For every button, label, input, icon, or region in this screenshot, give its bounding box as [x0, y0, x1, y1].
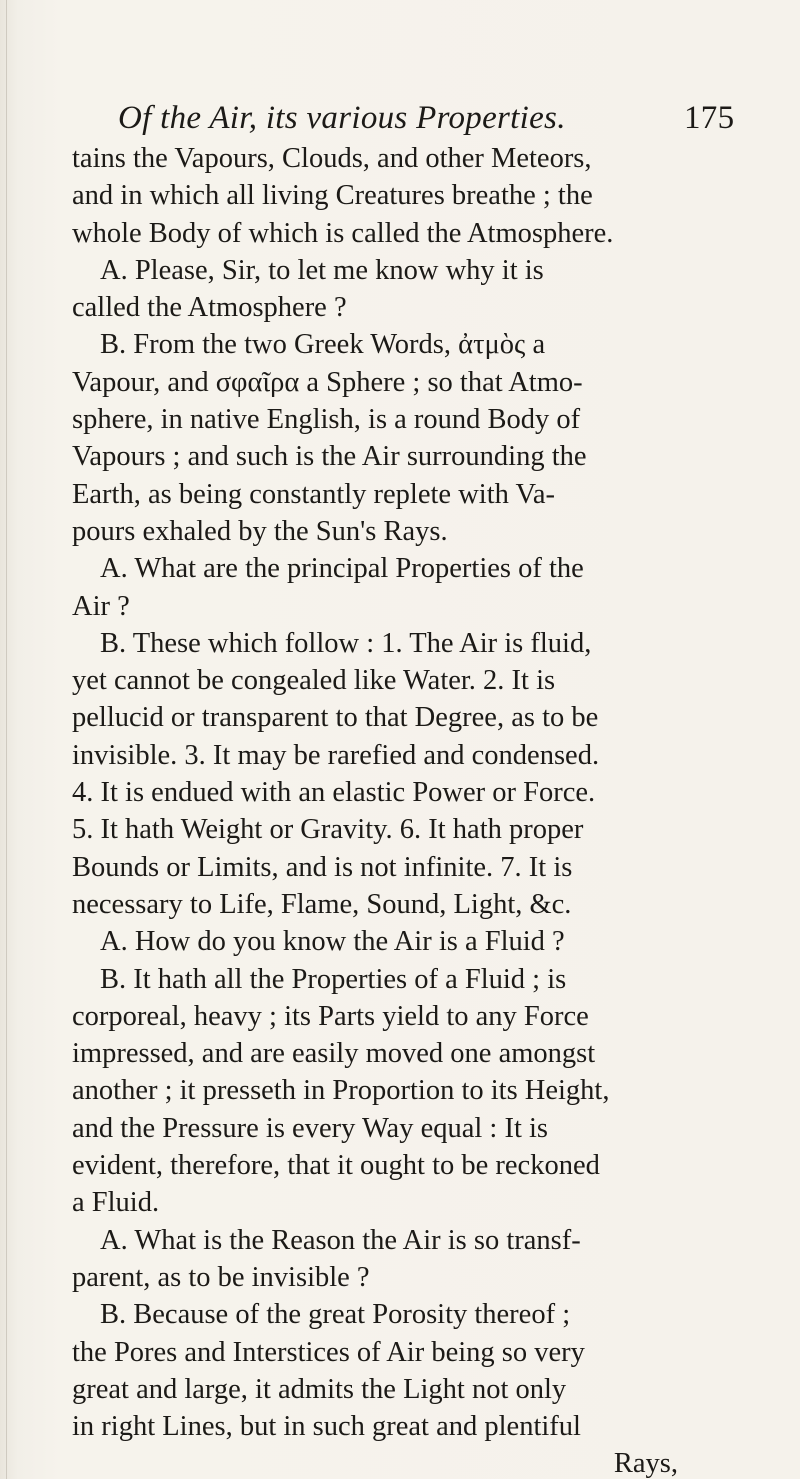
text-line: the Pores and Interstices of Air being so very: [72, 1336, 585, 1368]
text-line: yet cannot be congealed like Water. 2. It is: [72, 665, 556, 697]
text-line: and the Pressure is every Way equal : It is: [72, 1112, 549, 1144]
text-line: called the Atmosphere ?: [72, 292, 347, 324]
text-line: Vapours ; and such is the Air surrounding the: [72, 441, 587, 473]
text-line: evident, therefore, that it ought to be reckoned: [72, 1150, 600, 1182]
text-line: 4. It is endued with an elastic Power or Force.: [72, 777, 596, 809]
text-line: great and large, it admits the Light not only: [72, 1373, 567, 1405]
text-line: A. How do you know the Air is a Fluid ?: [100, 926, 565, 958]
text-line: necessary to Life, Flame, Sound, Light, &c.: [72, 888, 572, 920]
running-header: [118, 100, 735, 137]
text-line: 5. It hath Weight or Gravity. 6. It hath proper: [72, 814, 584, 846]
text-line: B. These which follow : 1. The Air is fluid,: [100, 627, 592, 659]
text-line: A. What are the principal Properties of the: [100, 553, 584, 585]
text-line: tains the Vapours, Clouds, and other Meteors,: [72, 143, 592, 174]
text-line: B. Because of the great Porosity thereof ;: [100, 1299, 571, 1331]
text-line: Air ?: [72, 590, 130, 622]
body-text: [72, 140, 752, 1479]
page-gutter: [6, 0, 7, 1479]
text-line: another ; it presseth in Proportion to its Height,: [72, 1075, 610, 1107]
text-line: A. What is the Reason the Air is so transf-: [100, 1224, 581, 1256]
text-line: pellucid or transparent to that Degree, as to be: [72, 702, 599, 734]
text-line: Bounds or Limits, and is not infinite. 7. It is: [72, 851, 573, 883]
text-line: whole Body of which is called the Atmosphere.: [72, 217, 614, 249]
page-number: 175: [684, 100, 735, 136]
text-line: B. It hath all the Properties of a Fluid ; is: [100, 963, 567, 995]
text-line: Earth, as being constantly replete with Va-: [72, 478, 556, 510]
text-line: corporeal, heavy ; its Parts yield to any Force: [72, 1000, 589, 1032]
text-line: parent, as to be invisible ?: [72, 1261, 370, 1293]
text-line: impressed, and are easily moved one amongst: [72, 1038, 596, 1070]
text-line: sphere, in native English, is a round Body of: [72, 404, 581, 436]
catchword: Rays,: [613, 1448, 678, 1479]
text-line: Vapour, and σφαῖρα a Sphere ; so that Atmo-: [72, 366, 583, 398]
text-line: invisible. 3. It may be rarefied and condensed.: [72, 739, 600, 771]
text-line: a Fluid.: [72, 1187, 160, 1219]
text-line: and in which all living Creatures breathe ; the: [72, 180, 593, 212]
text-line: pours exhaled by the Sun's Rays.: [72, 515, 448, 547]
text-line: B. From the two Greek Words, ἀτμὸς a: [100, 329, 546, 361]
text-line: A. Please, Sir, to let me know why it is: [100, 254, 544, 286]
running-title: Of the Air, its various Properties.: [118, 100, 566, 136]
text-line: in right Lines, but in such great and plentiful: [72, 1411, 581, 1443]
